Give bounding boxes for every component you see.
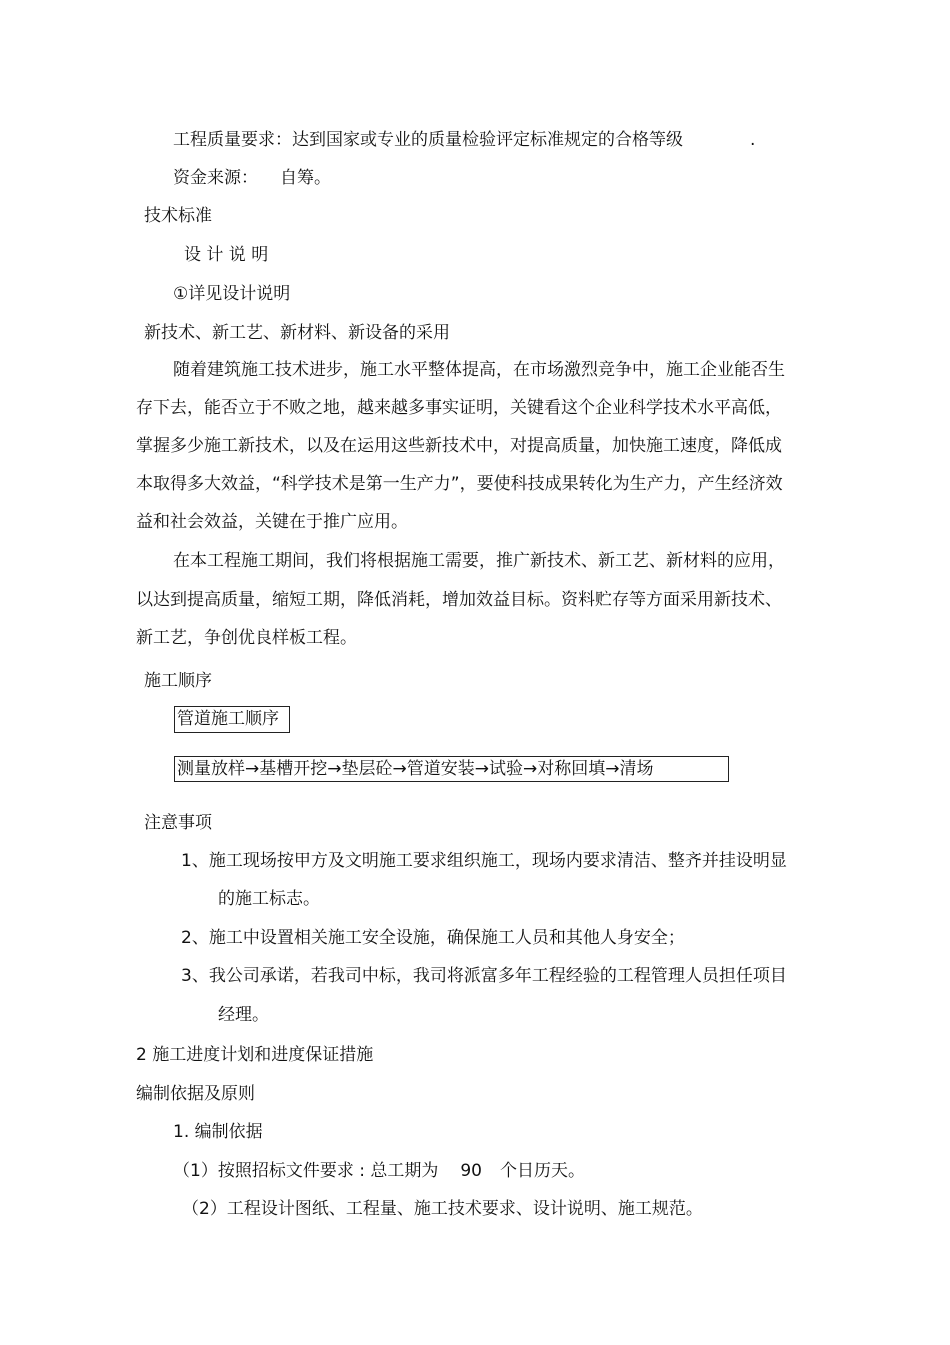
new-tech-p1-line: 存下去，能否立于不败之地，越来越多事实证明，关键看这个企业科学技术水平高低，	[136, 398, 782, 418]
total-days-value: 90	[460, 1161, 482, 1181]
basis-item-1	[173, 1160, 585, 1182]
sequence-flow-box: 测量放样→基槽开挖→垫层砼→管道安装→试验→对称回填→清场	[174, 756, 729, 782]
basis-item-2: （2）工程设计图纸、工程量、施工技术要求、设计说明、施工规范。	[182, 1199, 703, 1219]
funding-line	[173, 167, 331, 189]
design-description-item: ①详见设计说明	[173, 284, 291, 304]
new-tech-p2-line: 新工艺，争创优良样板工程。	[136, 628, 357, 648]
section2-subheading: 编制依据及原则	[136, 1084, 255, 1104]
note-item	[181, 850, 787, 872]
section2-heading: 2 施工进度计划和进度保证措施	[136, 1045, 374, 1065]
sequence-heading: 施工顺序	[144, 671, 212, 691]
new-tech-p2-line: 以达到提高质量，缩短工期，降低消耗，增加效益目标。资料贮存等方面采用新技术、	[136, 590, 782, 610]
basis-heading: 1. 编制依据	[173, 1122, 263, 1142]
quality-text: 达到国家或专业的质量检验评定标准规定的合格等级	[292, 130, 683, 150]
note-item	[181, 965, 787, 987]
note-continuation: 的施工标志。	[218, 889, 320, 909]
note-number: 1、	[181, 851, 209, 871]
note-text: 施工现场按甲方及文明施工要求组织施工，现场内要求清洁、整齐并挂设明显	[208, 851, 787, 871]
new-tech-p2-line: 在本工程施工期间，我们将根据施工需要，推广新技术、新工艺、新材料的应用，	[173, 551, 785, 571]
new-tech-p1-line: 本取得多大效益，“科学技术是第一生产力”，要使科技成果转化为生产力，产生经济效	[136, 474, 783, 494]
note-number: 3、	[181, 966, 209, 986]
note-number: 2、	[181, 928, 209, 948]
funding-label: 资金来源：	[173, 168, 258, 188]
note-item	[181, 927, 685, 949]
new-tech-p1-line: 掌握多少施工新技术，以及在运用这些新技术中，对提高质量，加快施工速度，降低成	[136, 436, 782, 456]
basis-item-1-text: （1）按照招标文件要求 : 总工期为	[173, 1161, 439, 1181]
funding-text: 自筹。	[280, 168, 331, 188]
notes-heading: 注意事项	[144, 813, 212, 833]
tech-standard-heading: 技术标准	[144, 206, 212, 226]
design-description-heading: 设 计 说 明	[184, 245, 269, 265]
note-continuation: 经理。	[218, 1005, 269, 1025]
new-tech-p1-line: 益和社会效益，关键在于推广应用。	[136, 512, 408, 532]
quality-label: 工程质量要求：	[173, 130, 292, 150]
quality-line	[173, 129, 683, 151]
quality-dot: .	[750, 130, 756, 150]
note-text: 我公司承诺，若我司中标，我司将派富多年工程经验的工程管理人员担任项目	[208, 966, 787, 986]
new-tech-heading: 新技术、新工艺、新材料、新设备的采用	[144, 323, 450, 343]
new-tech-p1-line: 随着建筑施工技术进步，施工水平整体提高，在市场激烈竞争中，施工企业能否生	[173, 360, 785, 380]
note-text: 施工中设置相关施工安全设施，确保施工人员和其他人身安全；	[208, 928, 685, 948]
sequence-box-title: 管道施工顺序	[174, 706, 290, 733]
basis-item-1-tail: 个日历天。	[500, 1161, 585, 1181]
